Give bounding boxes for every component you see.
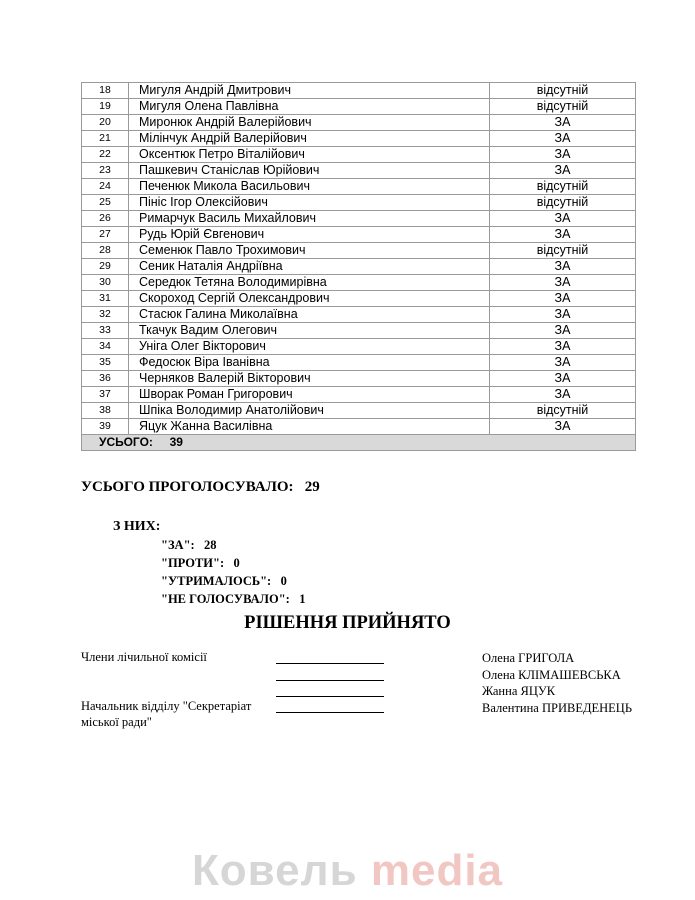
breakdown-value: 0	[233, 556, 240, 570]
head-of-department-label	[81, 698, 251, 730]
row-number: 29	[82, 259, 129, 275]
signatories-list	[482, 650, 632, 716]
vote-value: відсутній	[490, 99, 636, 115]
vote-value: ЗА	[490, 371, 636, 387]
row-number: 39	[82, 419, 129, 435]
row-number: 28	[82, 243, 129, 259]
table-row	[82, 211, 636, 227]
row-number: 23	[82, 163, 129, 179]
signatory-name: Жанна ЯЦУК	[482, 684, 556, 698]
deputy-name: Мигуля Андрій Дмитрович	[129, 83, 490, 99]
row-number: 37	[82, 387, 129, 403]
deputy-name: Черняков Валерій Вікторович	[129, 371, 490, 387]
vote-value: ЗА	[490, 307, 636, 323]
deputy-name: Ткачук Вадим Олегович	[129, 323, 490, 339]
table-row	[82, 259, 636, 275]
row-number: 34	[82, 339, 129, 355]
table-row	[82, 355, 636, 371]
deputy-name: Пініс Ігор Олексійович	[129, 195, 490, 211]
breakdown-abstained	[161, 572, 305, 590]
table-row	[82, 131, 636, 147]
row-number: 30	[82, 275, 129, 291]
row-number: 21	[82, 131, 129, 147]
deputy-name: Мілінчук Андрій Валерійович	[129, 131, 490, 147]
signature-line	[276, 663, 384, 664]
vote-value: ЗА	[490, 147, 636, 163]
vote-breakdown	[161, 536, 305, 608]
row-number: 32	[82, 307, 129, 323]
breakdown-value: 1	[299, 592, 306, 606]
deputy-name: Оксентюк Петро Віталійович	[129, 147, 490, 163]
deputy-name: Миронюк Андрій Валерійович	[129, 115, 490, 131]
vote-value: відсутній	[490, 243, 636, 259]
deputy-name: Мигуля Олена Павлівна	[129, 99, 490, 115]
of-them-label: З НИХ:	[113, 519, 161, 534]
row-number: 27	[82, 227, 129, 243]
vote-value: ЗА	[490, 259, 636, 275]
vote-value: відсутній	[490, 179, 636, 195]
deputy-name: Сеник Наталія Андріївна	[129, 259, 490, 275]
table-row	[82, 179, 636, 195]
total-voted-value: 29	[304, 479, 320, 495]
vote-value: ЗА	[490, 323, 636, 339]
vote-value: ЗА	[490, 131, 636, 147]
deputy-name: Середюк Тетяна Володимирівна	[129, 275, 490, 291]
row-number: 18	[82, 83, 129, 99]
deputy-name: Шпіка Володимир Анатолійович	[129, 403, 490, 419]
table-row	[82, 291, 636, 307]
vote-value: відсутній	[490, 403, 636, 419]
signatory-name: Олена КЛІМАШЕВСЬКА	[482, 667, 621, 682]
row-number: 26	[82, 211, 129, 227]
deputy-name: Уніга Олег Вікторович	[129, 339, 490, 355]
table-total-label: УСЬОГО: 39	[82, 435, 636, 451]
vote-value: ЗА	[490, 291, 636, 307]
vote-value: ЗА	[490, 115, 636, 131]
table-row	[82, 419, 636, 435]
deputy-name: Яцук Жанна Василівна	[129, 419, 490, 435]
deputy-name: Скороход Сергій Олександрович	[129, 291, 490, 307]
watermark-text: Ковель	[191, 846, 358, 895]
vote-value: ЗА	[490, 211, 636, 227]
table-row	[82, 387, 636, 403]
row-number: 19	[82, 99, 129, 115]
breakdown-against	[161, 554, 305, 572]
head-label-line: Начальник відділу "Секретаріат	[81, 699, 252, 713]
table-row	[82, 275, 636, 291]
breakdown-value: 28	[204, 538, 217, 552]
table-row	[82, 115, 636, 131]
signature-line	[276, 712, 384, 713]
breakdown-for	[161, 536, 305, 554]
row-number: 35	[82, 355, 129, 371]
table-row	[82, 371, 636, 387]
table-row	[82, 195, 636, 211]
row-number: 31	[82, 291, 129, 307]
watermark-text: media	[370, 846, 504, 895]
watermark	[0, 846, 695, 896]
deputy-name: Рудь Юрій Євгенович	[129, 227, 490, 243]
row-number: 38	[82, 403, 129, 419]
row-number: 20	[82, 115, 129, 131]
vote-value: ЗА	[490, 275, 636, 291]
table-row	[82, 163, 636, 179]
breakdown-label: "УТРИМАЛОСЬ":	[161, 574, 272, 588]
row-number: 36	[82, 371, 129, 387]
commission-label: Члени лічильної комісії	[81, 650, 207, 664]
breakdown-label: "ЗА":	[161, 538, 195, 552]
table-row	[82, 99, 636, 115]
signatory-name: Валентина ПРИВЕДЕНЕЦЬ	[482, 700, 632, 715]
vote-value: відсутній	[490, 83, 636, 99]
table-total-row	[82, 435, 636, 451]
deputy-name: Пашкевич Станіслав Юрійович	[129, 163, 490, 179]
breakdown-label: "НЕ ГОЛОСУВАЛО":	[161, 592, 290, 606]
head-label-line: міської ради"	[81, 715, 152, 729]
vote-value: ЗА	[490, 163, 636, 179]
breakdown-label: "ПРОТИ":	[161, 556, 225, 570]
vote-value: ЗА	[490, 387, 636, 403]
table-row	[82, 227, 636, 243]
table-row	[82, 147, 636, 163]
deputy-name: Римарчук Василь Михайлович	[129, 211, 490, 227]
row-number: 24	[82, 179, 129, 195]
vote-value: ЗА	[490, 339, 636, 355]
vote-value: ЗА	[490, 419, 636, 435]
deputy-name: Семенюк Павло Трохимович	[129, 243, 490, 259]
deputy-name: Печенюк Микола Васильович	[129, 179, 490, 195]
voting-results-table	[81, 82, 636, 451]
table-row	[82, 323, 636, 339]
breakdown-not-voted	[161, 590, 305, 608]
signatory-name: Олена ГРИГОЛА	[482, 651, 575, 665]
table-row	[82, 307, 636, 323]
breakdown-value: 0	[280, 574, 287, 588]
table-row	[82, 339, 636, 355]
table-row	[82, 83, 636, 99]
row-number: 22	[82, 147, 129, 163]
row-number: 25	[82, 195, 129, 211]
table-row	[82, 403, 636, 419]
table-row	[82, 243, 636, 259]
deputy-name: Стасюк Галина Миколаївна	[129, 307, 490, 323]
signature-line	[276, 696, 384, 697]
row-number: 33	[82, 323, 129, 339]
vote-value: ЗА	[490, 227, 636, 243]
vote-value: ЗА	[490, 355, 636, 371]
signature-line	[276, 680, 384, 681]
vote-value: відсутній	[490, 195, 636, 211]
total-voted	[81, 479, 320, 496]
total-voted-label: УСЬОГО ПРОГОЛОСУВАЛО:	[81, 479, 294, 495]
deputy-name: Федосюк Віра Іванівна	[129, 355, 490, 371]
deputy-name: Шворак Роман Григорович	[129, 387, 490, 403]
decision-heading: РІШЕННЯ ПРИЙНЯТО	[244, 613, 451, 633]
